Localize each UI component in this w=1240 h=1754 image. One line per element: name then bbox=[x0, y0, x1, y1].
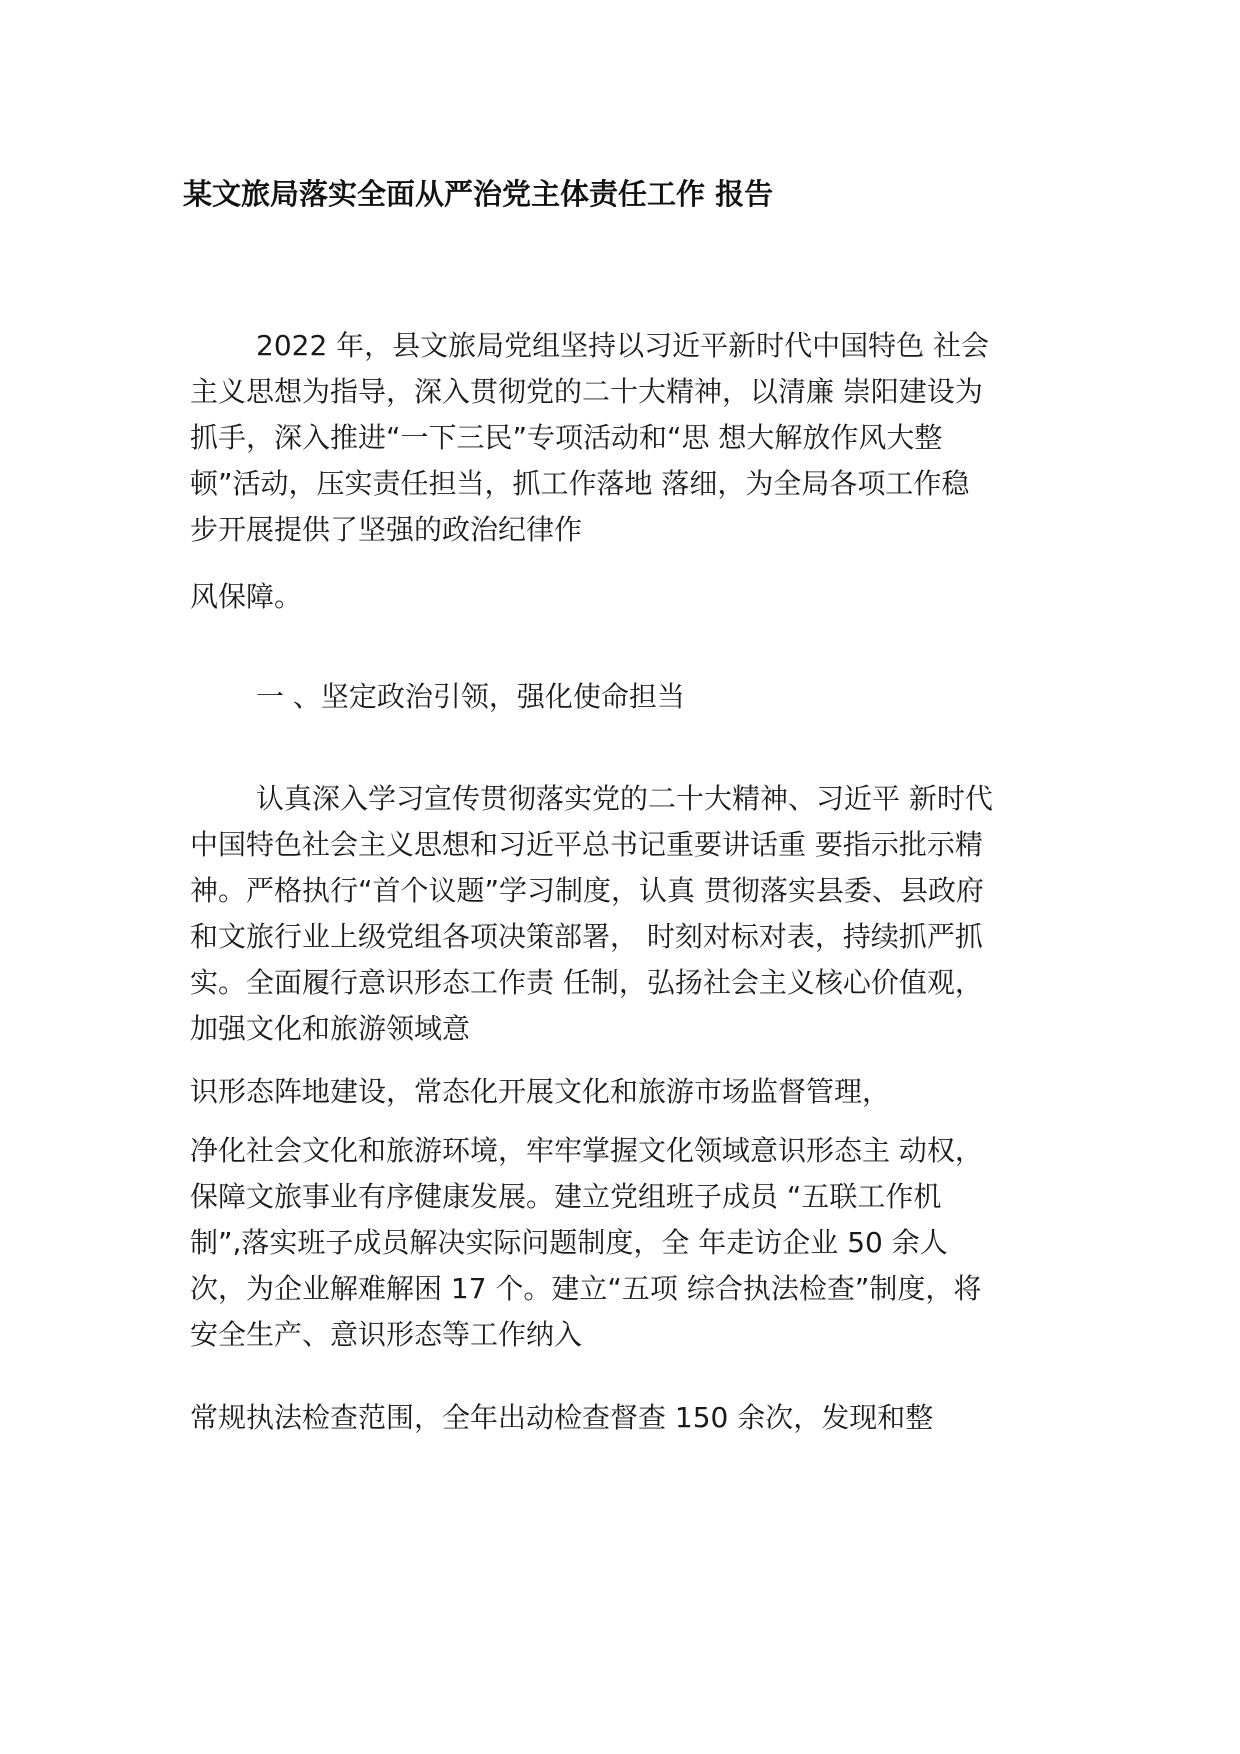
paragraph-line: 实。全面履行意识形态工作责 任制，弘扬社会主义核心价值观， bbox=[190, 966, 983, 999]
paragraph-line: 神。严格执行“首个议题”学习制度，认真 贯彻落实县委、县政府 bbox=[190, 874, 984, 907]
paragraph-line: 加强文化和旅游领域意 bbox=[190, 1012, 471, 1045]
paragraph-line: 次，为企业解难解困 17 个。建立“五项 综合执法检查”制度，将 bbox=[190, 1272, 982, 1305]
paragraph-line: 安全生产、意识形态等工作纳入 bbox=[190, 1318, 583, 1351]
section-heading: 一 、坚定政治引领，强化使命担当 bbox=[256, 680, 685, 713]
paragraph-line: 主义思想为指导，深入贯彻党的二十大精神，以清廉 崇阳建设为 bbox=[190, 375, 983, 408]
paragraph-line: 识形态阵地建设，常态化开展文化和旅游市场监督管理， bbox=[190, 1075, 891, 1108]
paragraph-line: 抓手，深入推进“一下三民”专项活动和“思 想大解放作风大整 bbox=[190, 421, 943, 454]
paragraph-line: 2022 年，县文旅局党组坚持以习近平新时代中国特色 社会 bbox=[256, 329, 990, 362]
paragraph-line: 常规执法检查范围，全年出动检查督查 150 余次，发现和整 bbox=[190, 1401, 934, 1434]
paragraph-line: 认真深入学习宣传贯彻落实党的二十大精神、习近平 新时代 bbox=[256, 782, 993, 815]
paragraph-line: 步开展提供了坚强的政治纪律作 bbox=[190, 513, 583, 546]
paragraph-line: 制”,落实班子成员解决实际问题制度，全 年走访企业 50 余人 bbox=[190, 1226, 948, 1259]
paragraph-line: 净化社会文化和旅游环境，牢牢掌握文化领域意识形态主 动权， bbox=[190, 1134, 983, 1167]
paragraph-line: 中国特色社会主义思想和习近平总书记重要讲话重 要指示批示精 bbox=[190, 828, 983, 861]
paragraph-line: 顿”活动，压实责任担当，抓工作落地 落细，为全局各项工作稳 bbox=[190, 467, 970, 500]
paragraph-line: 保障文旅事业有序健康发展。建立党组班子成员 “五联工作机 bbox=[190, 1180, 942, 1213]
document-title: 某文旅局落实全面从严治党主体责任工作 报告 bbox=[183, 177, 774, 211]
paragraph-line: 和文旅行业上级党组各项决策部署， 时刻对标对表，持续抓严抓 bbox=[190, 920, 983, 953]
paragraph-line: 风保障。 bbox=[190, 580, 303, 613]
